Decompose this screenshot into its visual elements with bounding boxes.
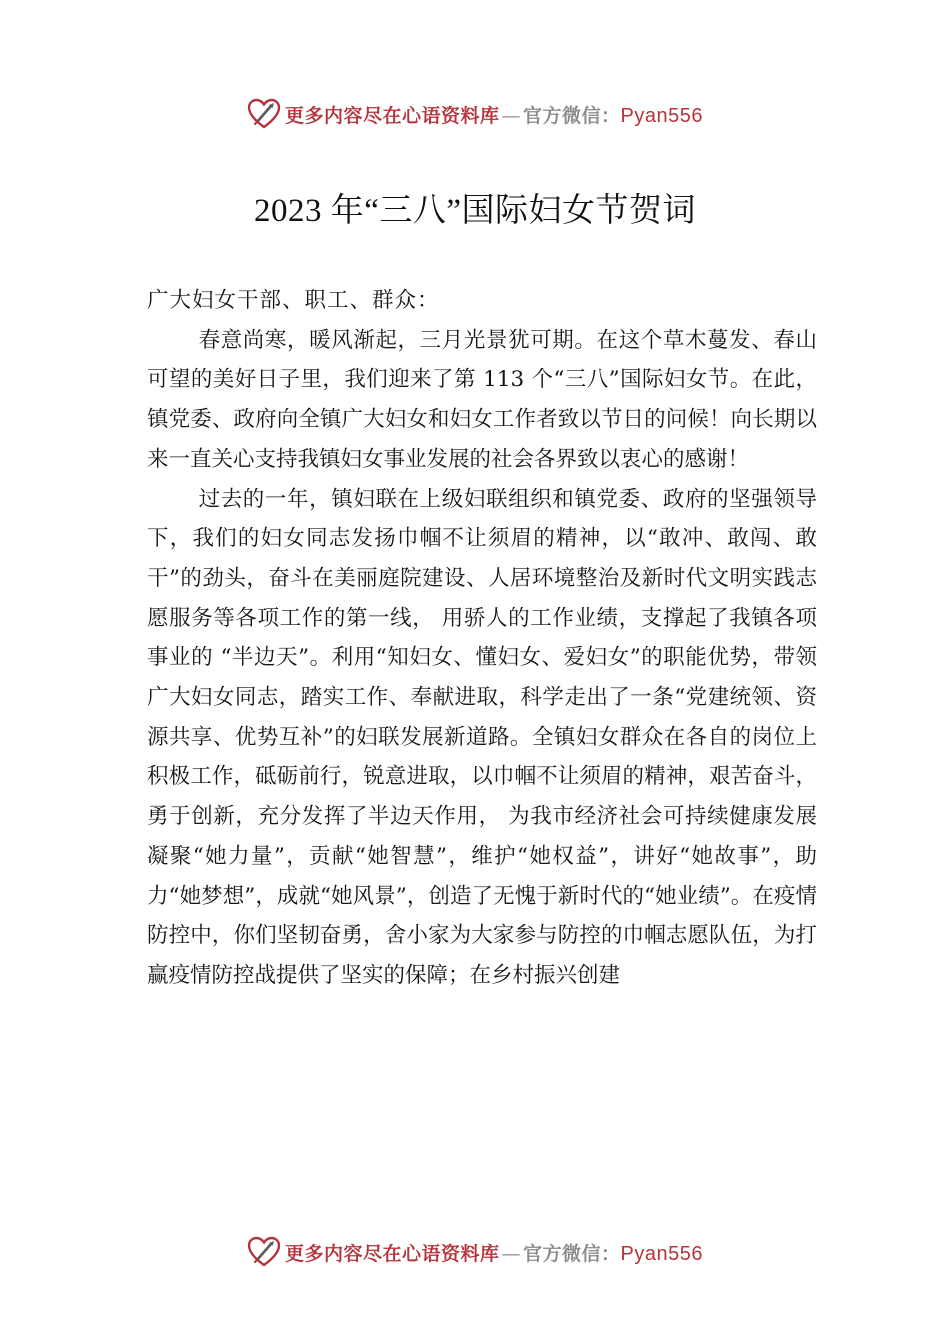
banner-dash: — xyxy=(501,1242,522,1265)
banner-dash: — xyxy=(501,104,522,127)
header-banner xyxy=(0,94,950,134)
page-title: 2023 年“三八”国际妇女节贺词 xyxy=(253,193,697,229)
heart-pen-logo-icon xyxy=(247,1235,281,1269)
heart-pen-logo-icon xyxy=(247,97,281,131)
paragraph: 春意尚寒，暖风渐起，三月光景犹可期。在这个草木蔓发、春山可望的美好日子里，我们迎来了第 113 个“三八”国际妇女节。在此，镇党委、政府向全镇广大妇女和妇女工作者致以节日的问候！向长期以来一直关心支持我镇妇女事业发展的社会各界致以衷心的感谢！ xyxy=(147,327,817,472)
paragraph: 过去的一年，镇妇联在上级妇联组织和镇党委、政府的坚强领导下，我们的妇女同志发扬巾帼不让须眉的精神，以“敢冲、敢闯、敢干”的劲头，奋斗在美丽庭院建设、人居环境整治及新时代文明实践志愿服务等各项工作的第一线， 用骄人的工作业绩，支撑起了我镇各项事业的 “半边天”。利用“知妇女、懂妇女、爱妇女”的职能优势，带领广大妇女同志，踏实工作、奉献进取，科学走出了一条“党建统领、资源共享、优势互补”的妇联发展新道路。全镇妇女群众在各自的岗位上积极工作，砥砺前行，锐意进取，以巾帼不让须眉的精神，艰苦奋斗，勇于创新，充分发挥了半边天作用， 为我市经济社会可持续健康发展凝聚“她力量”，贡献“她智慧”，维护“她权益”，讲好“她故事”，助力“她梦想”，成就“她风景”，创造了无愧于新时代的“她业绩”。在疫情防控中，你们坚韧奋勇，舍小家为大家参与防控的巾帼志愿队伍，为打赢疫情防控战提供了坚实的保障；在乡村振兴创建 xyxy=(147,486,817,988)
library-name: 更多内容尽在心语资料库 xyxy=(285,1242,500,1265)
wechat-label: 官方微信： xyxy=(523,104,621,127)
salutation: 广大妇女干部、职工、群众： xyxy=(147,288,440,313)
banner-text xyxy=(285,101,703,128)
footer-banner xyxy=(0,1232,950,1272)
library-name: 更多内容尽在心语资料库 xyxy=(285,104,500,127)
banner-text xyxy=(285,1239,703,1266)
wechat-id: Pyan556 xyxy=(620,1242,703,1265)
wechat-id: Pyan556 xyxy=(620,104,703,127)
document-body xyxy=(147,281,817,996)
wechat-label: 官方微信： xyxy=(523,1242,621,1265)
